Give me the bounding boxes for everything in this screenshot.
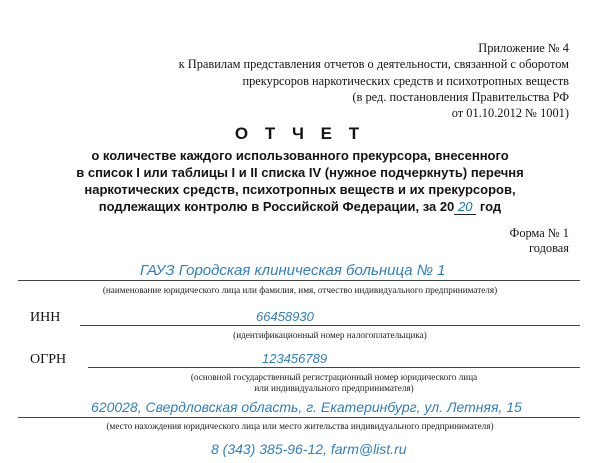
org-name-field[interactable]: ГАУЗ Городская клиническая больница № 1 <box>140 262 446 279</box>
inn-label: ИНН <box>30 310 61 325</box>
ogrn-caption <box>88 372 580 394</box>
address-caption: (место нахождения юридического лица или место жительства индивидуального предпринимателя) <box>106 421 494 431</box>
inn-field[interactable]: 66458930 <box>256 309 314 324</box>
appendix-line: к Правилам представления отчетов о деятельности, связанной с оборотом <box>178 57 569 72</box>
appendix-line: (в ред. постановления Правительства РФ <box>352 89 569 104</box>
form-number: Форма № 1 <box>509 226 569 240</box>
contacts-field[interactable]: 8 (343) 385-96-12, farm@list.ru <box>211 441 407 457</box>
subtitle-line: в список I или таблицы I и II списка IV (нужное подчеркнуть) перечня <box>76 165 524 180</box>
report-title: О Т Ч Е Т <box>234 124 366 143</box>
report-subtitle <box>0 147 600 215</box>
subtitle-line: наркотических средств, психотропных веществ и их прекурсоров, <box>84 182 516 197</box>
ogrn-caption-line: или индивидуального предпринимателя) <box>254 383 414 393</box>
org-name-underline <box>18 280 580 281</box>
appendix-line: прекурсоров наркотических средств и психотропных веществ <box>242 73 569 88</box>
appendix-line: от 01.10.2012 № 1001) <box>451 106 569 121</box>
address-field[interactable]: 620028, Свердловская область, г. Екатеринбург, ул. Летняя, 15 <box>91 399 522 415</box>
ogrn-field[interactable]: 123456789 <box>262 351 328 366</box>
subtitle-last-line <box>0 198 600 215</box>
subtitle-suffix: год <box>479 199 502 214</box>
form-info <box>510 226 569 256</box>
appendix-header <box>49 40 569 121</box>
appendix-line: Приложение № 4 <box>478 41 569 55</box>
ogrn-caption-line: (основной государственный регистрационный номер юридического лица <box>190 372 478 382</box>
form-period: годовая <box>529 241 569 255</box>
subtitle-prefix: подлежащих контролю в Российской Федерации, за 20 <box>98 199 455 214</box>
org-name-caption: (наименование юридического лица или фамилия, имя, отчество индивидуального предпринимателя) <box>102 285 498 295</box>
ogrn-underline <box>88 367 580 368</box>
inn-underline <box>80 325 580 326</box>
inn-caption: (идентификационный номер налогоплательщика) <box>233 330 427 340</box>
year-field[interactable]: 20 <box>454 200 476 215</box>
ogrn-label: ОГРН <box>30 352 67 367</box>
address-underline <box>18 417 580 418</box>
subtitle-line: о количестве каждого использованного прекурсора, внесенного <box>91 148 509 163</box>
